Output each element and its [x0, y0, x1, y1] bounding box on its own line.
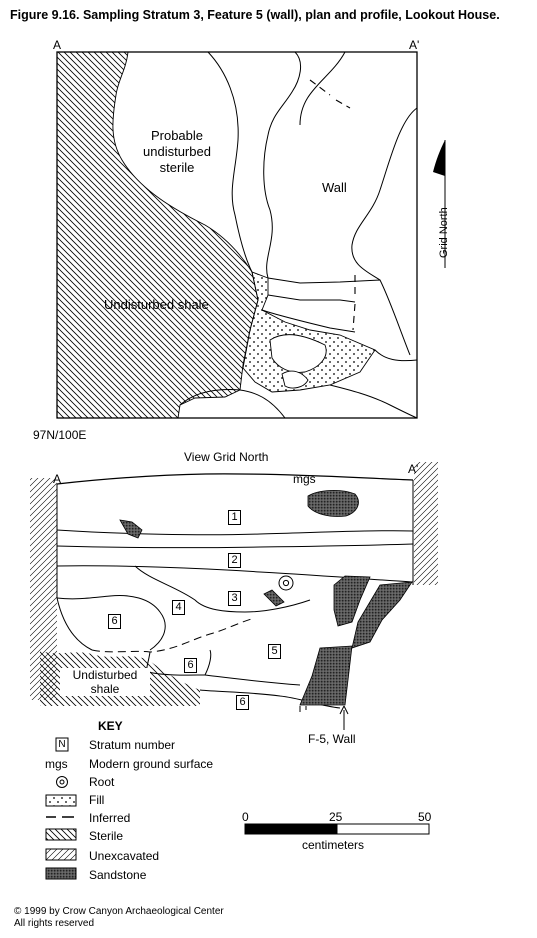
profile-sandstone-top — [308, 490, 358, 516]
key-unexcavated-label: Unexcavated — [89, 849, 160, 863]
profile-corner-a: A — [53, 472, 62, 486]
profile-mgs-label: mgs — [293, 472, 316, 486]
profile-view-label: View Grid North — [184, 450, 269, 464]
copyright-line-2: All rights reserved — [14, 918, 95, 929]
key-fill-swatch — [46, 795, 76, 806]
key-fill-label: Fill — [89, 793, 105, 807]
stratum-4-box: 4 — [172, 600, 185, 615]
plan-corner-a: A — [53, 38, 62, 52]
scale-tick-0: 0 — [242, 810, 249, 824]
stratum-6-box-bottom: 6 — [236, 695, 249, 710]
stratum-3-box: 3 — [228, 591, 241, 606]
stratum-1-box: 1 — [228, 510, 241, 525]
plan-datum: 97N/100E — [33, 428, 87, 442]
wall-arrow-label: F-5, Wall — [308, 732, 356, 746]
plan-sterile-area — [57, 52, 258, 418]
north-arrow-icon — [433, 140, 445, 176]
key-unexcavated-swatch — [46, 849, 76, 860]
scale-unit: centimeters — [302, 838, 365, 852]
figure-title: Figure 9.16. Sampling Stratum 3, Feature 5 (wall), plan and profile, Lookout House. — [10, 8, 500, 22]
profile-corner-a-prime: A' — [408, 462, 419, 476]
plan-view — [57, 52, 445, 418]
key-root-icon — [57, 777, 68, 788]
key-sandstone-label: Sandstone — [89, 868, 147, 882]
plan-shale-label: Undisturbed shale — [104, 297, 209, 312]
scale-tick-25: 25 — [329, 810, 343, 824]
plan-corner-a-prime: A' — [409, 38, 420, 52]
key-root-label: Root — [89, 775, 115, 789]
key-mgs-label: Modern ground surface — [89, 757, 214, 771]
scale-bar — [245, 824, 429, 834]
key-sandstone-swatch — [46, 868, 76, 879]
key-stratum-box: N — [58, 739, 66, 750]
stratum-5-box: 5 — [268, 644, 281, 659]
profile-sandstone-chip — [264, 590, 284, 606]
profile-root-icon — [279, 576, 293, 590]
plan-sterile-label: Probable undisturbed sterile — [143, 128, 211, 175]
stratum-2-box: 2 — [228, 553, 241, 568]
key-mgs-abbr: mgs — [45, 757, 68, 771]
key-stratum-label: Stratum number — [89, 738, 176, 752]
stratum-6-box-left: 6 — [108, 614, 121, 629]
profile-sandstone-small — [120, 520, 142, 538]
copyright-line-1: © 1999 by Crow Canyon Archaeological Center — [14, 906, 224, 917]
key-heading: KEY — [98, 719, 123, 733]
key-inferred-label: Inferred — [89, 811, 131, 825]
stratum-6-box-middle: 6 — [184, 658, 197, 673]
plan-wall-label: Wall — [322, 180, 347, 195]
scale-tick-50: 50 — [418, 810, 432, 824]
grid-north-label: Grid North — [438, 207, 450, 258]
profile-sandstone-wall3 — [300, 646, 352, 705]
key-sterile-swatch — [46, 829, 76, 840]
key-sterile-label: Sterile — [89, 829, 124, 843]
profile-shale-label: Undisturbed shale — [60, 668, 150, 696]
